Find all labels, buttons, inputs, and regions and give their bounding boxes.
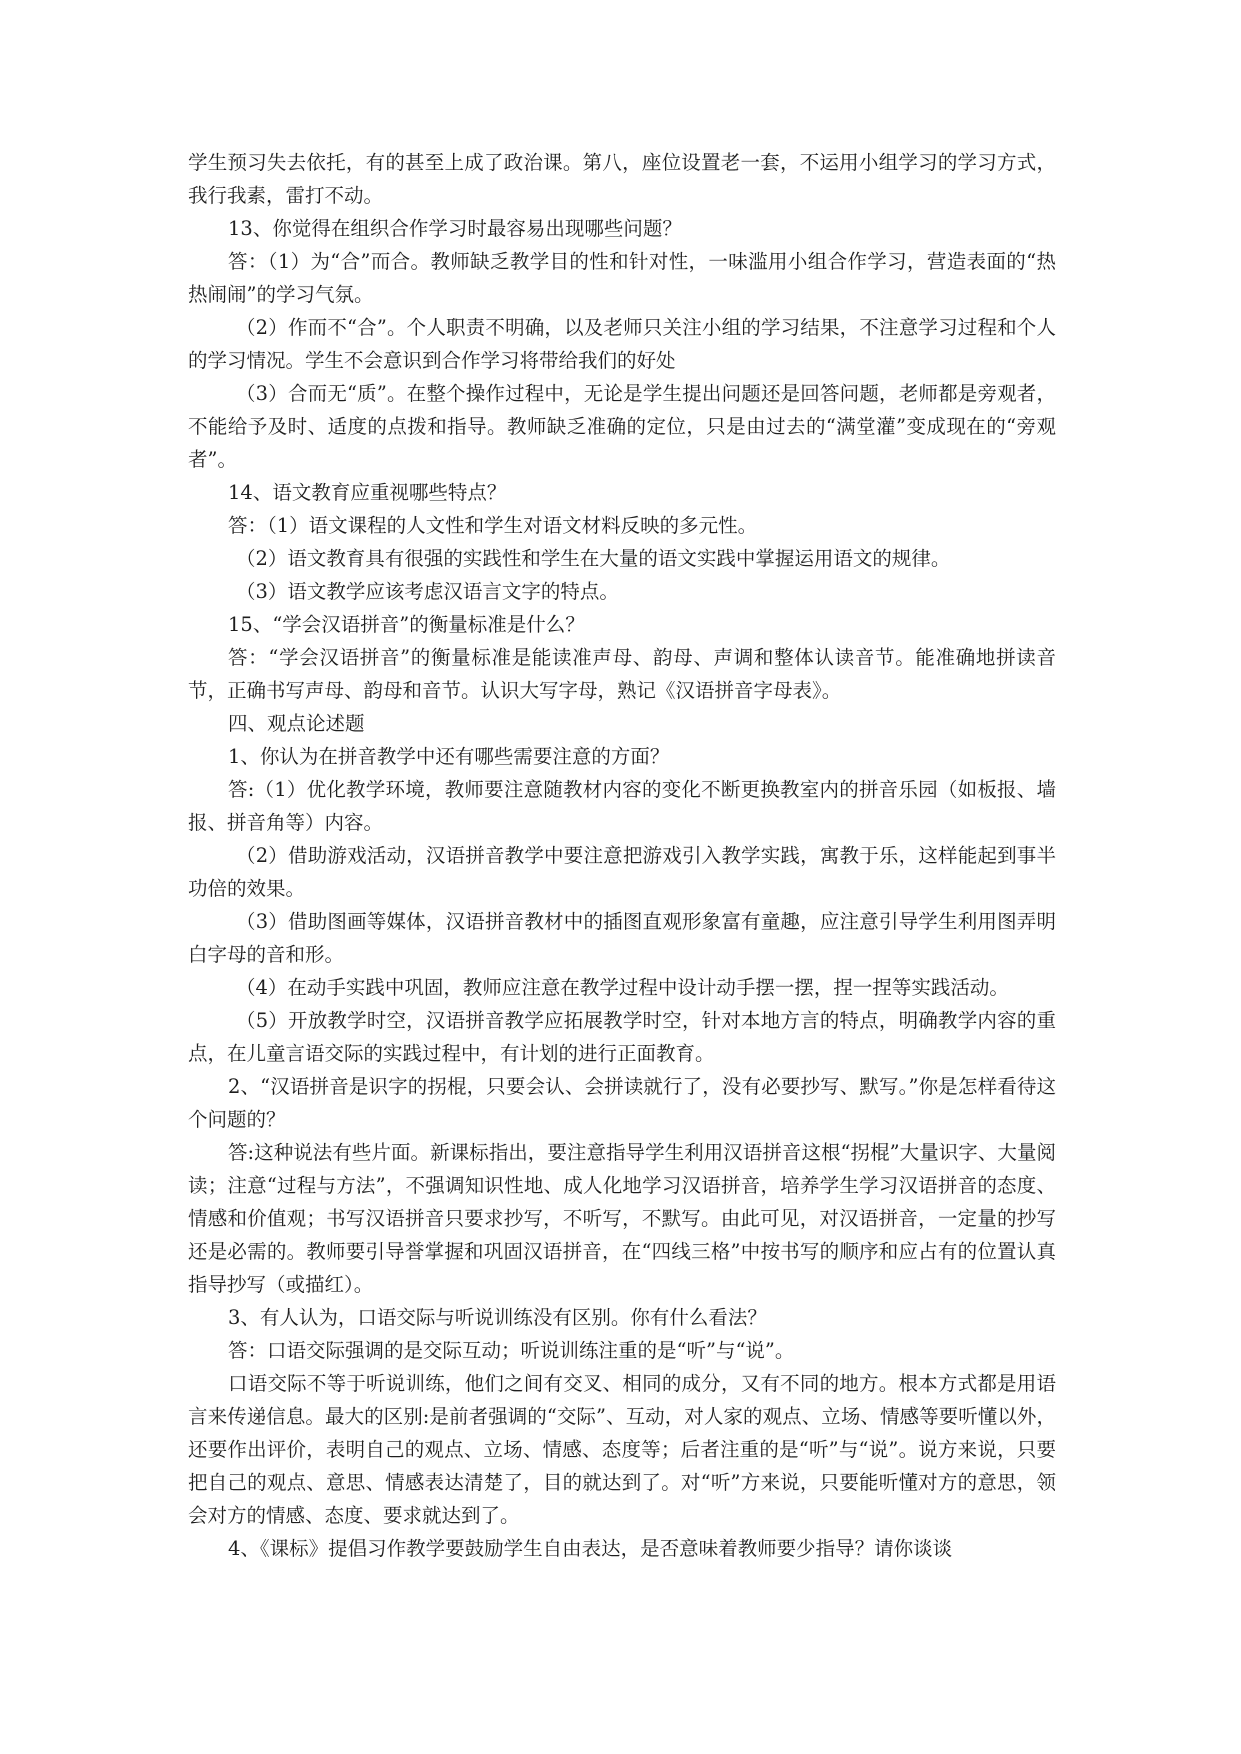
answer-13-point-3: （3）合而无“质”。在整个操作过程中，无论是学生提出问题还是回答问题，老师都是旁观者，不能给予及时、适度的点拨和指导。教师缺乏准确的定位，只是由过去的“满堂灌”变成现在的“旁观者”。 [188, 382, 1056, 471]
document-page [188, 146, 1056, 1565]
essay-answer-1-point-1: 答:（1）优化教学环境，教师要注意随教材内容的变化不断更换教室内的拼音乐园（如板报、墙报、拼音角等）内容。 [188, 778, 1056, 834]
essay-question-4: 4、《课标》提倡习作教学要鼓励学生自由表达，是否意味着教师要少指导？请你谈谈 [228, 1537, 953, 1560]
answer-14-point-3: （3）语文教学应该考虑汉语言文字的特点。 [236, 580, 619, 603]
essay-question-1: 1、你认为在拼音教学中还有哪些需要注意的方面？ [228, 745, 670, 768]
paragraph: 学生预习失去依托，有的甚至上成了政治课。第八，座位设置老一套，不运用小组学习的学习方式，我行我素，雷打不动。 [188, 151, 1056, 207]
answer-13-point-1: 答：（1）为“合”而合。教师缺乏教学目的性和针对性，一味滥用小组合作学习，营造表面的“热热闹闹”的学习气氛。 [188, 250, 1056, 306]
essay-answer-1-point-3: （3）借助图画等媒体，汉语拼音教材中的插图直观形象富有童趣，应注意引导学生利用图弄明白字母的音和形。 [188, 910, 1056, 966]
essay-answer-1-point-5: （5）开放教学时空，汉语拼音教学应拓展教学时空，针对本地方言的特点，明确教学内容的重点，在儿童言语交际的实践过程中，有计划的进行正面教育。 [188, 1009, 1056, 1065]
essay-question-2: 2、“汉语拼音是识字的拐棍，只要会认、会拼读就行了，没有必要抄写、默写。”你是怎样看待这个问题的？ [188, 1075, 1056, 1131]
question-13: 13、你觉得在组织合作学习时最容易出现哪些问题？ [228, 217, 682, 240]
answer-14-point-1: 答：（1）语文课程的人文性和学生对语文材料反映的多元性。 [228, 514, 758, 537]
essay-answer-1-point-4: （4）在动手实践中巩固，教师应注意在教学过程中设计动手摆一摆，捏一捏等实践活动。 [236, 976, 1009, 999]
essay-answer-1-point-2: （2）借助游戏活动，汉语拼音教学中要注意把游戏引入教学实践，寓教于乐，这样能起到事半功倍的效果。 [188, 844, 1056, 900]
section-heading: 四、观点论述题 [228, 712, 365, 735]
essay-answer-3-detail: 口语交际不等于听说训练，他们之间有交叉、相同的成分，又有不同的地方。根本方式都是用语言来传递信息。最大的区别:是前者强调的“交际”、互动，对人家的观点、立场、情感等要听懂以外，还要作出评价，表明自己的观点、立场、情感、态度等；后者注重的是“听”与“说”。说方来说，只要把自己的观点、意思、情感表达清楚了，目的就达到了。对“听”方来说，只要能听懂对方的意思，领会对方的情感、态度、要求就达到了。 [188, 1372, 1056, 1527]
essay-answer-3-summary: 答：口语交际强调的是交际互动；听说训练注重的是“听”与“说”。 [228, 1339, 795, 1362]
question-15: 15、“学会汉语拼音”的衡量标准是什么？ [228, 613, 585, 636]
answer-13-point-2: （2）作而不“合”。个人职责不明确，以及老师只关注小组的学习结果，不注意学习过程和个人的学习情况。学生不会意识到合作学习将带给我们的好处 [188, 316, 1056, 372]
essay-question-3: 3、有人认为，口语交际与听说训练没有区别。你有什么看法？ [228, 1306, 767, 1329]
answer-14-point-2: （2）语文教育具有很强的实践性和学生在大量的语文实践中掌握运用语文的规律。 [236, 547, 951, 570]
question-14: 14、语文教育应重视哪些特点？ [228, 481, 507, 504]
answer-15: 答：“学会汉语拼音”的衡量标准是能读准声母、韵母、声调和整体认读音节。能准确地拼读音节，正确书写声母、韵母和音节。认识大写字母，熟记《汉语拼音字母表》。 [188, 646, 1056, 702]
essay-answer-2: 答:这种说法有些片面。新课标指出，要注意指导学生利用汉语拼音这根“拐棍”大量识字、大量阅读；注意“过程与方法”，不强调知识性地、成人化地学习汉语拼音，培养学生学习汉语拼音的态度、情感和价值观；书写汉语拼音只要求抄写，不听写，不默写。由此可见，对汉语拼音，一定量的抄写还是必需的。教师要引导誉掌握和巩固汉语拼音，在“四线三格”中按书写的顺序和应占有的位置认真指导抄写（或描红）。 [188, 1141, 1056, 1296]
